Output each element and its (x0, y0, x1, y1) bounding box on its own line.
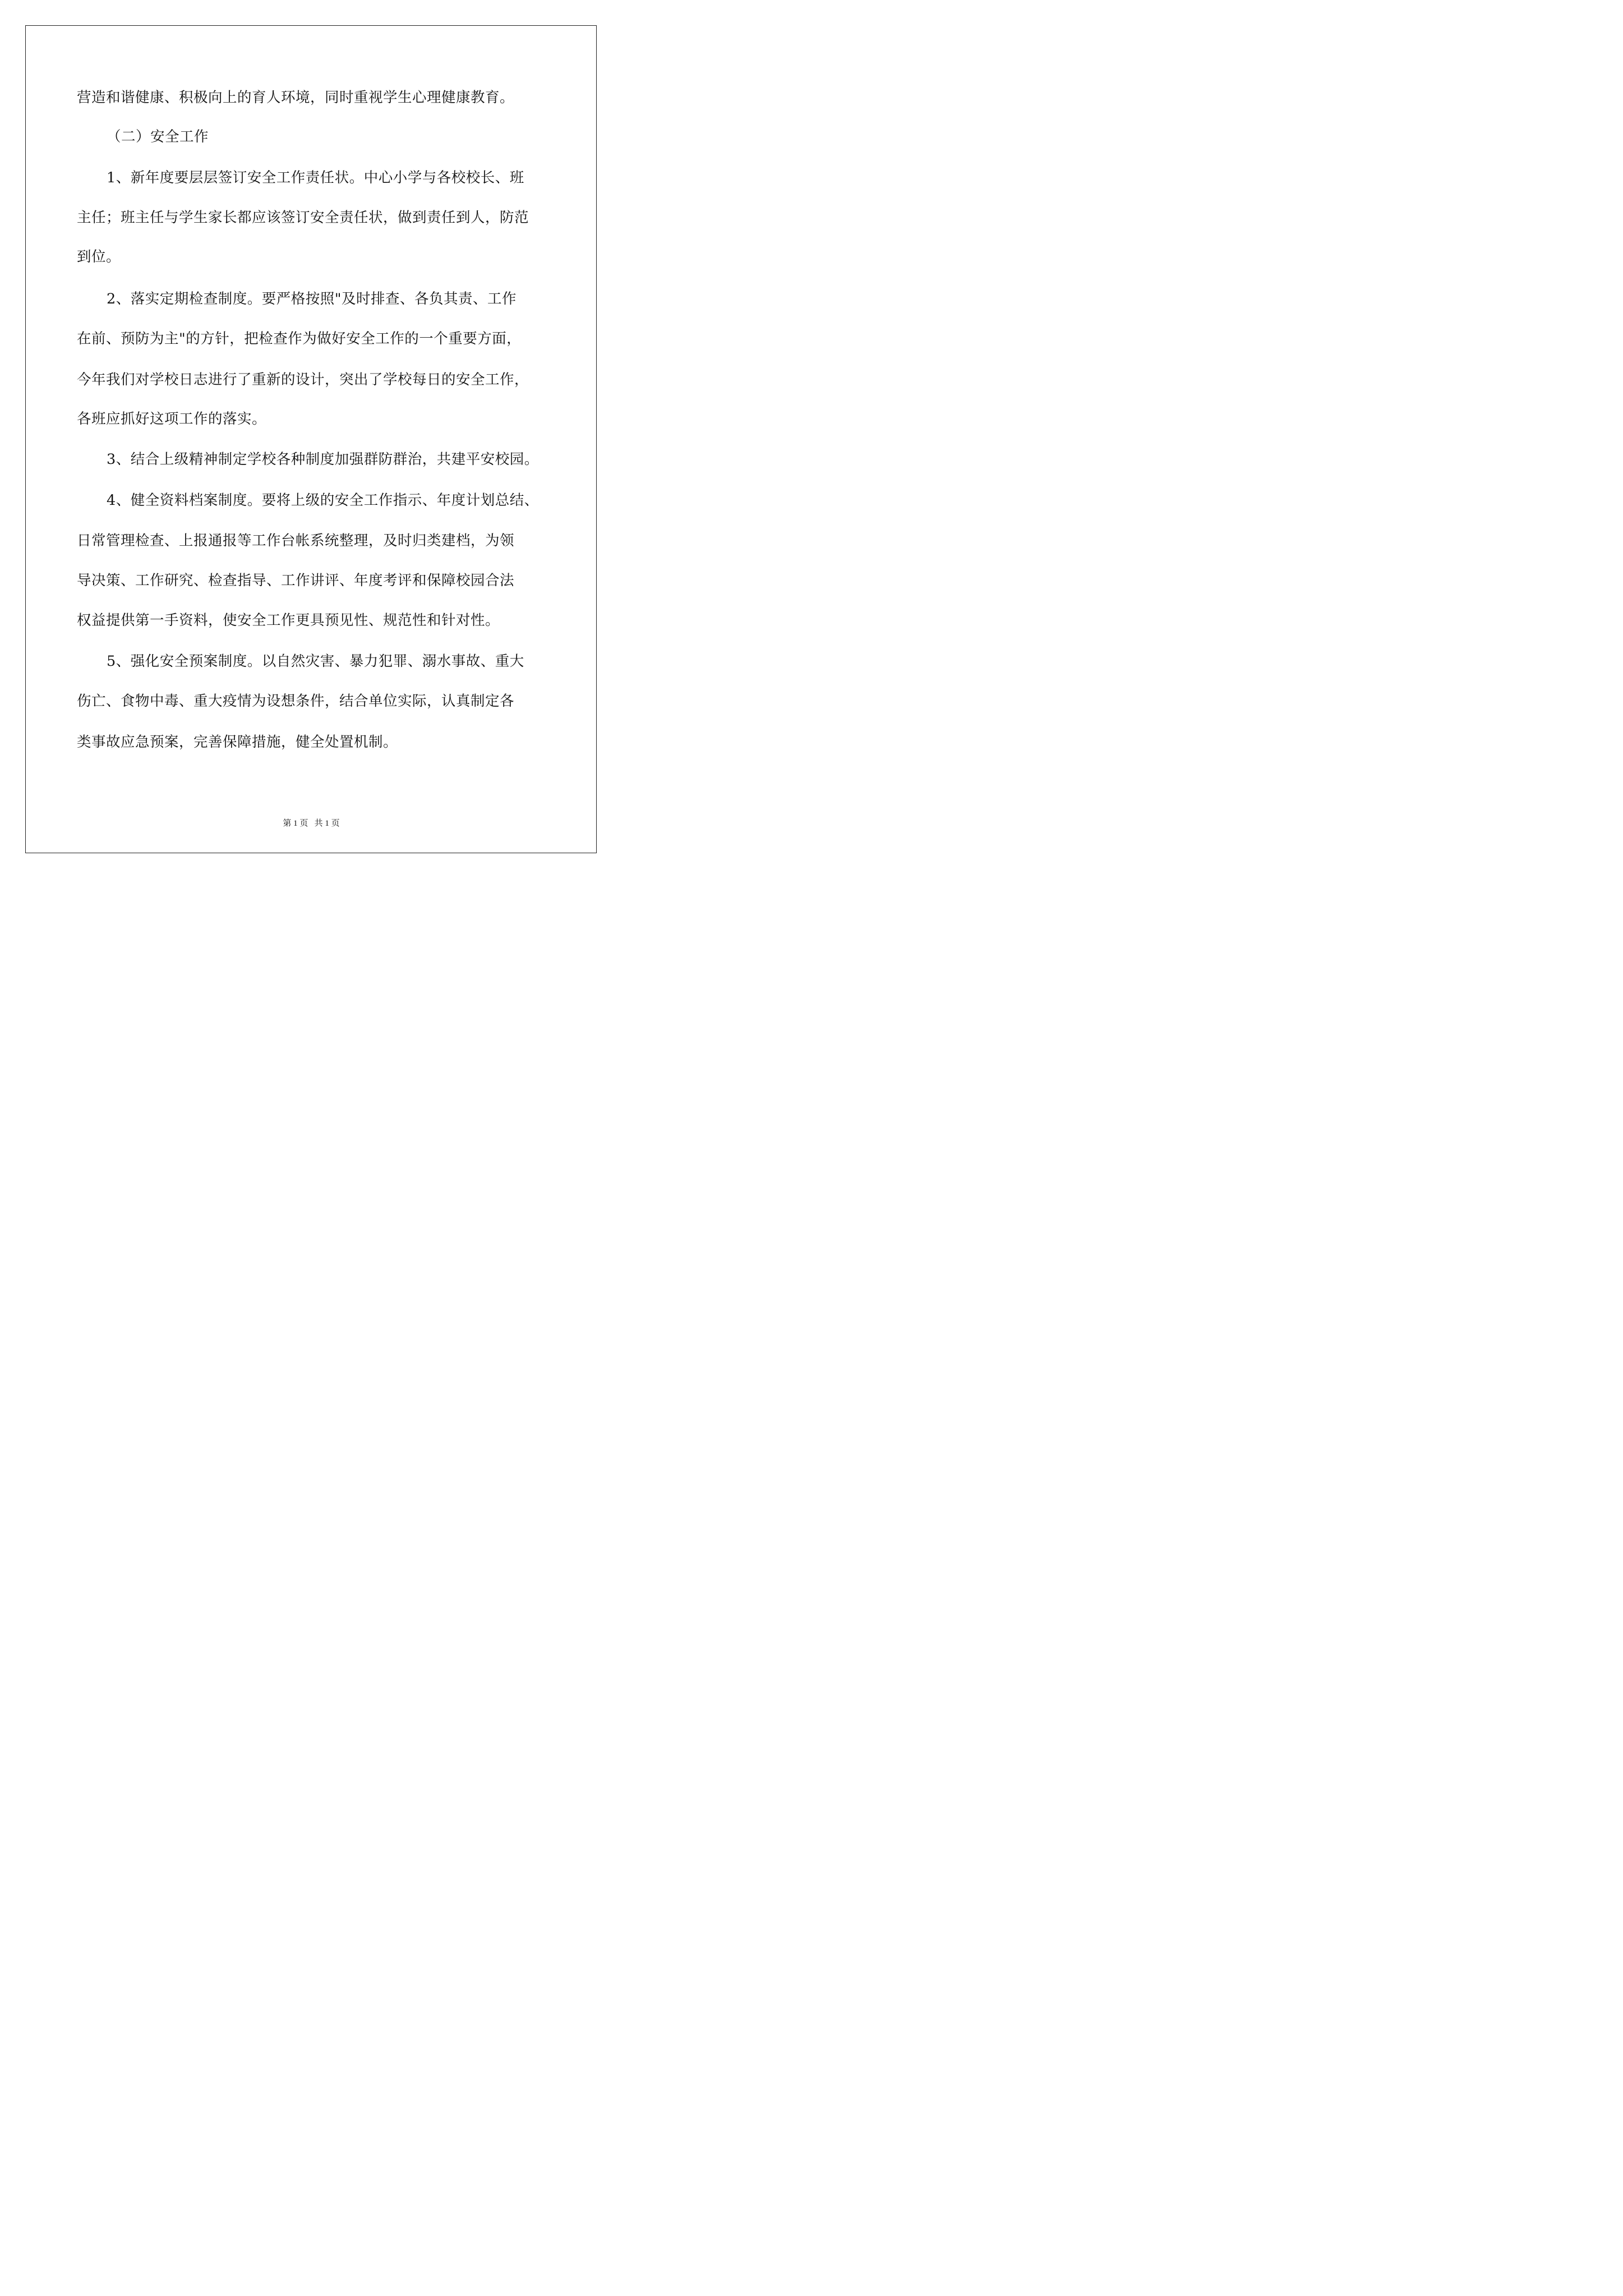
page-number-footer: 第 1 页 共 1 页 (283, 819, 340, 828)
text-line: 类事故应急预案，完善保障措施，健全处置机制。 (77, 734, 398, 751)
text-line: 伤亡、食物中毒、重大疫情为设想条件，结合单位实际，认真制定各 (77, 693, 515, 710)
text-line: 日常管理检查、上报通报等工作台帐系统整理，及时归类建档，为领 (77, 532, 515, 549)
text-line: 到位。 (77, 249, 121, 265)
text-line: 在前、预防为主"的方针，把检查作为做好安全工作的一个重要方面， (77, 330, 522, 347)
text-line: 1、新年度要层层签订安全工作责任状。中心小学与各校校长、班 (107, 169, 524, 186)
text-line: 营造和谐健康、积极向上的育人环境，同时重视学生心理健康教育。 (77, 89, 515, 106)
text-line: 今年我们对学校日志进行了重新的设计，突出了学校每日的安全工作， (77, 371, 529, 388)
section-heading: （二）安全工作 (107, 128, 209, 145)
text-line: 5、强化安全预案制度。以自然灾害、暴力犯罪、溺水事故、重大 (107, 653, 524, 670)
page-border (25, 25, 597, 853)
text-line: 2、落实定期检查制度。要严格按照"及时排查、各负其责、工作 (107, 291, 517, 307)
text-line: 3、结合上级精神制定学校各种制度加强群防群治，共建平安校园。 (107, 451, 539, 468)
text-line: 主任；班主任与学生家长都应该签订安全责任状，做到责任到人，防范 (77, 209, 529, 226)
text-line: 权益提供第一手资料，使安全工作更具预见性、规范性和针对性。 (77, 612, 500, 629)
text-line: 4、健全资料档案制度。要将上级的安全工作指示、年度计划总结、 (107, 492, 539, 509)
text-line: 导决策、工作研究、检查指导、工作讲评、年度考评和保障校园合法 (77, 572, 515, 589)
text-line: 各班应抓好这项工作的落实。 (77, 411, 267, 427)
